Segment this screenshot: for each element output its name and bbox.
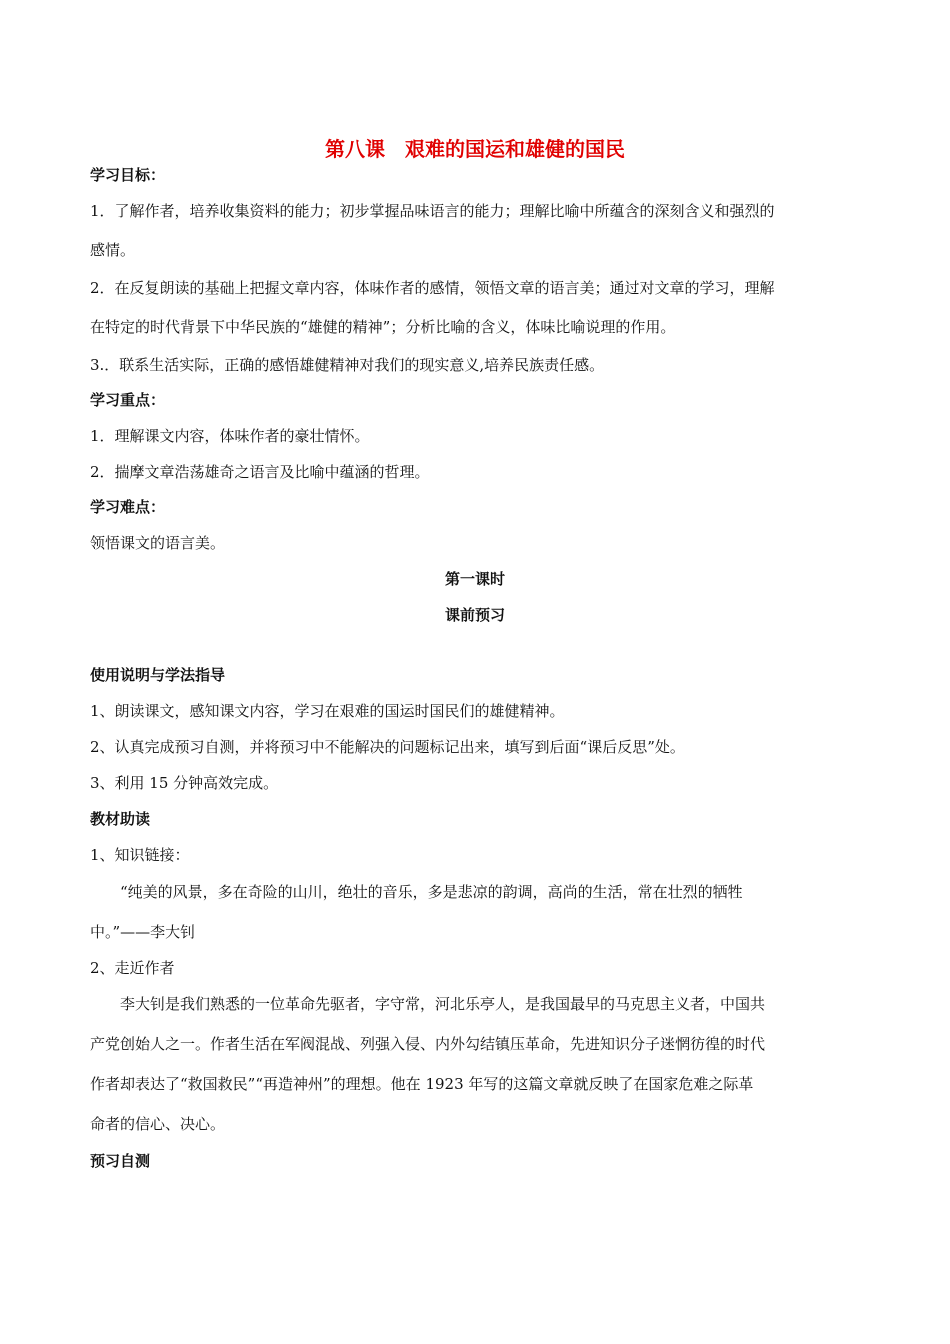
objective-3: 3.．联系生活实际，正确的感悟雄健精神对我们的现实意义,培养民族责任感。 [90, 356, 605, 374]
author-label: 2、走近作者 [90, 959, 175, 977]
quote-line-2: 中。”——李大钊 [90, 923, 196, 941]
objective-1-line-1: 1．了解作者，培养收集资料的能力；初步掌握品味语言的能力；理解比喻中所蕴含的深刻含义和强烈的 [90, 202, 775, 220]
objective-2-line-1: 2．在反复朗读的基础上把握文章内容，体味作者的感情，领悟文章的语言美；通过对文章的学习，理解 [90, 279, 775, 297]
instruction-1: 1、朗读课文，感知课文内容，学习在艰难的国运时国民们的雄健精神。 [90, 702, 565, 720]
author-line-3: 作者却表达了“救国救民”“再造神州”的理想。他在 1923 年写的这篇文章就反映了在国家危难之际革 [90, 1075, 754, 1093]
preview-test-heading: 预习自测 [90, 1152, 151, 1170]
objective-2-line-2: 在特定的时代背景下中华民族的“雄健的精神”；分析比喻的含义，体味比喻说理的作用。 [90, 318, 676, 336]
key-point-2: 2．揣摩文章浩荡雄奇之语言及比喻中蕴涵的哲理。 [90, 463, 430, 481]
author-line-2: 产党创始人之一。作者生活在军阀混战、列强入侵、内外勾结镇压革命，先进知识分子迷惘彷徨的时代 [90, 1035, 766, 1053]
instructions-heading: 使用说明与学法指导 [90, 666, 226, 684]
key-points-heading: 学习重点： [90, 391, 166, 409]
instruction-3: 3、利用 15 分钟高效完成。 [90, 774, 279, 792]
key-point-1: 1．理解课文内容，体味作者的豪壮情怀。 [90, 427, 370, 445]
session-subtitle: 课前预习 [444, 606, 505, 624]
difficulties-heading: 学习难点： [90, 498, 166, 516]
knowledge-link-label: 1、知识链接： [90, 846, 190, 864]
session-label: 第一课时 [444, 570, 505, 588]
page-title: 第八课 艰难的国运和雄健的国民 [325, 137, 625, 161]
reading-aid-heading: 教材助读 [90, 810, 151, 828]
author-line-1: 李大钊是我们熟悉的一位革命先驱者，字守常，河北乐亭人，是我国最早的马克思主义者，中国共 [120, 995, 766, 1013]
instruction-2: 2、认真完成预习自测，并将预习中不能解决的问题标记出来，填写到后面“课后反思”处。 [90, 738, 685, 756]
objective-1-line-2: 感情。 [90, 241, 136, 259]
objectives-heading: 学习目标： [90, 166, 166, 184]
quote-line-1: “纯美的风景，多在奇险的山川，绝壮的音乐，多是悲凉的韵调，高尚的生活，常在壮烈的牺牲 [120, 883, 743, 901]
author-line-4: 命者的信心、决心。 [90, 1115, 226, 1133]
difficulty-1: 领悟课文的语言美。 [90, 534, 226, 552]
